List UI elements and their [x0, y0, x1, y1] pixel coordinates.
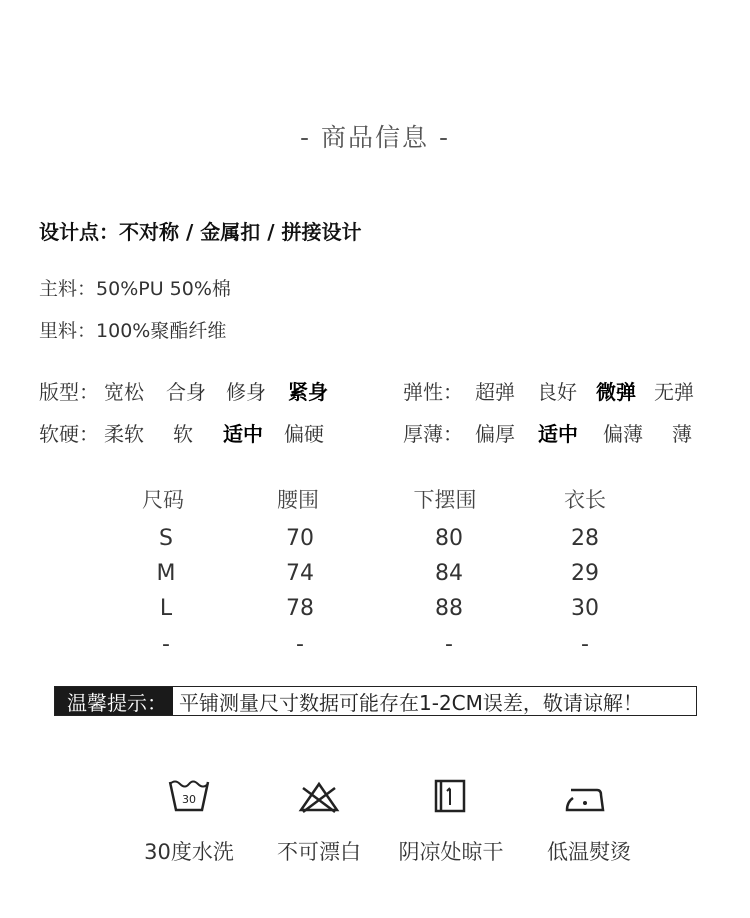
section-title: - 商品信息 -	[300, 123, 450, 152]
design-points: 设计点：不对称 / 金属扣 / 拼接设计	[39, 220, 362, 244]
notice-label: 温馨提示：	[55, 687, 173, 715]
attr-softness-opt-2	[223, 418, 263, 447]
waist-cell-l: 78	[286, 596, 314, 621]
wash-30-icon	[167, 776, 211, 816]
size-cell-l: L	[159, 596, 173, 621]
attr-softness-selected: 适中	[223, 422, 263, 446]
hem-cell-m: 84	[435, 561, 463, 586]
shade-dry-icon	[428, 776, 472, 816]
care-label-wash: 30度水洗	[144, 840, 234, 864]
no-bleach-icon	[297, 776, 341, 816]
attr-fit-label: 版型：	[39, 380, 99, 404]
material-main-label: 主料：	[39, 278, 97, 300]
material-main	[39, 274, 231, 301]
attr-softness-label: 软硬：	[39, 422, 99, 446]
hem-cell-dash: -	[445, 632, 453, 657]
hem-cell-l: 88	[435, 596, 463, 621]
length-cell-l: 30	[571, 596, 599, 621]
low-iron-icon	[563, 776, 607, 816]
size-cell-s: S	[159, 526, 173, 551]
size-header-length: 衣长	[564, 488, 606, 512]
size-cell-m: M	[156, 561, 176, 586]
hem-cell-s: 80	[435, 526, 463, 551]
attr-softness-opt-0: 柔软	[104, 422, 144, 446]
attr-thickness-opt-2: 偏薄	[603, 422, 643, 446]
length-cell-dash: -	[581, 632, 589, 657]
material-main-value: 50%PU 50%棉	[96, 278, 231, 300]
care-label-shade-dry: 阴凉处晾干	[398, 840, 504, 864]
attr-thickness-opt-3: 薄	[672, 422, 692, 446]
attr-elasticity-label: 弹性：	[403, 380, 463, 404]
attr-elasticity-opt-1: 良好	[537, 380, 577, 404]
care-label-no-bleach: 不可漂白	[277, 840, 361, 864]
attr-elasticity-opt-2	[596, 376, 636, 405]
measurement-notice	[54, 686, 697, 716]
waist-cell-s: 70	[286, 526, 314, 551]
attr-softness-opt-1: 软	[173, 422, 193, 446]
attr-elasticity-opt-3: 无弹	[654, 380, 694, 404]
length-cell-m: 29	[571, 561, 599, 586]
size-cell-dash: -	[162, 632, 170, 657]
wash-temp-text: 30	[182, 793, 196, 806]
attr-thickness-label: 厚薄：	[403, 422, 463, 446]
material-lining-label: 里料：	[39, 320, 97, 342]
size-header-waist: 腰围	[277, 488, 319, 512]
attr-fit-opt-3	[288, 376, 328, 405]
attr-fit-opt-2: 修身	[226, 380, 266, 404]
notice-text: 平铺测量尺寸数据可能存在1-2CM误差，敬请谅解！	[179, 690, 643, 715]
attr-thickness-opt-0: 偏厚	[475, 422, 515, 446]
attr-fit-opt-1: 合身	[166, 380, 206, 404]
attr-thickness-selected: 适中	[538, 422, 578, 446]
attr-fit-selected: 紧身	[288, 380, 328, 404]
size-header-size: 尺码	[142, 488, 184, 512]
waist-cell-dash: -	[296, 632, 304, 657]
attr-thickness-opt-1	[538, 418, 578, 447]
attr-fit-opt-0: 宽松	[104, 380, 144, 404]
size-header-hem: 下摆围	[413, 488, 477, 512]
length-cell-s: 28	[571, 526, 599, 551]
material-lining-value: 100%聚酯纤维	[96, 320, 227, 342]
attr-elasticity-opt-0: 超弹	[475, 380, 515, 404]
waist-cell-m: 74	[286, 561, 314, 586]
attr-elasticity-selected: 微弹	[596, 380, 636, 404]
attr-softness-opt-3: 偏硬	[284, 422, 324, 446]
care-label-low-iron: 低温熨烫	[547, 840, 631, 864]
material-lining	[39, 316, 226, 343]
